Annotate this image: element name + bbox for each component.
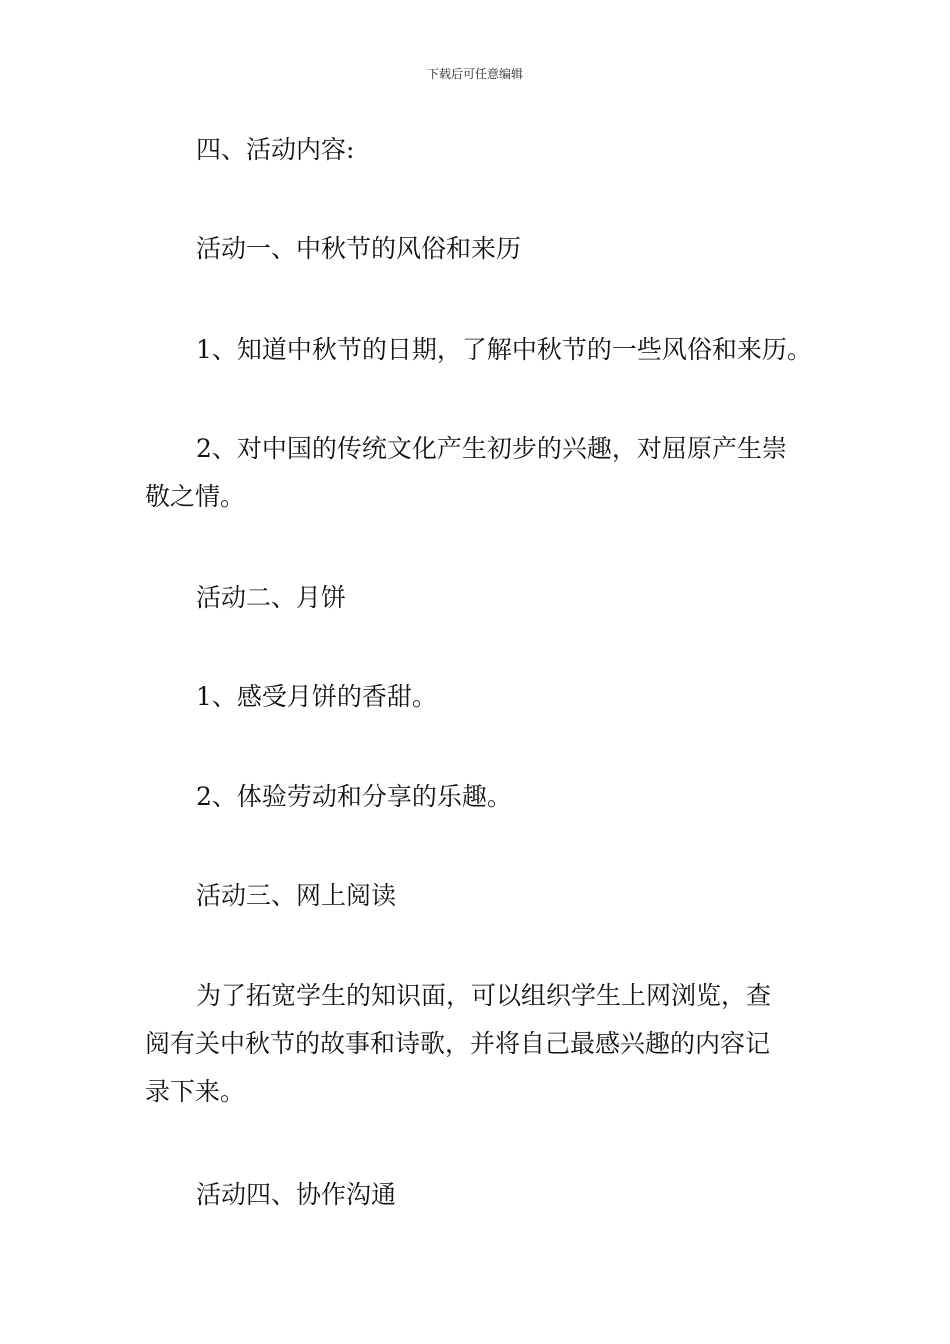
activity-2-item-1: 1、感受月饼的香甜。 — [196, 682, 437, 711]
activity-3-desc-line-3: 录下来。 — [145, 1077, 246, 1106]
page-header-note: 下载后可任意编辑 — [426, 67, 523, 81]
activity-3-description — [145, 972, 809, 1116]
section-heading: 四、活动内容: — [196, 135, 355, 164]
activity-1-item-1: 1、知道中秋节的日期，了解中秋节的一些风俗和来历。 — [196, 335, 812, 364]
activity-1-item-2-line-1: 2、对中国的传统文化产生初步的兴趣，对屈原产生崇 — [196, 434, 787, 463]
activity-1-title: 活动一、中秋节的风俗和来历 — [196, 234, 522, 263]
activity-1-item-2 — [145, 425, 809, 521]
activity-3-title: 活动三、网上阅读 — [196, 881, 397, 910]
activity-4-title: 活动四、协作沟通 — [196, 1180, 397, 1209]
activity-3-desc-line-2: 阅有关中秋节的故事和诗歌，并将自己最感兴趣的内容记 — [145, 1029, 771, 1058]
activity-2-title: 活动二、月饼 — [196, 583, 347, 612]
activity-2-item-2: 2、体验劳动和分享的乐趣。 — [196, 782, 512, 811]
activity-1-item-2-line-2: 敬之情。 — [145, 482, 246, 511]
activity-3-desc-line-1: 为了拓宽学生的知识面，可以组织学生上网浏览，查 — [196, 981, 772, 1010]
